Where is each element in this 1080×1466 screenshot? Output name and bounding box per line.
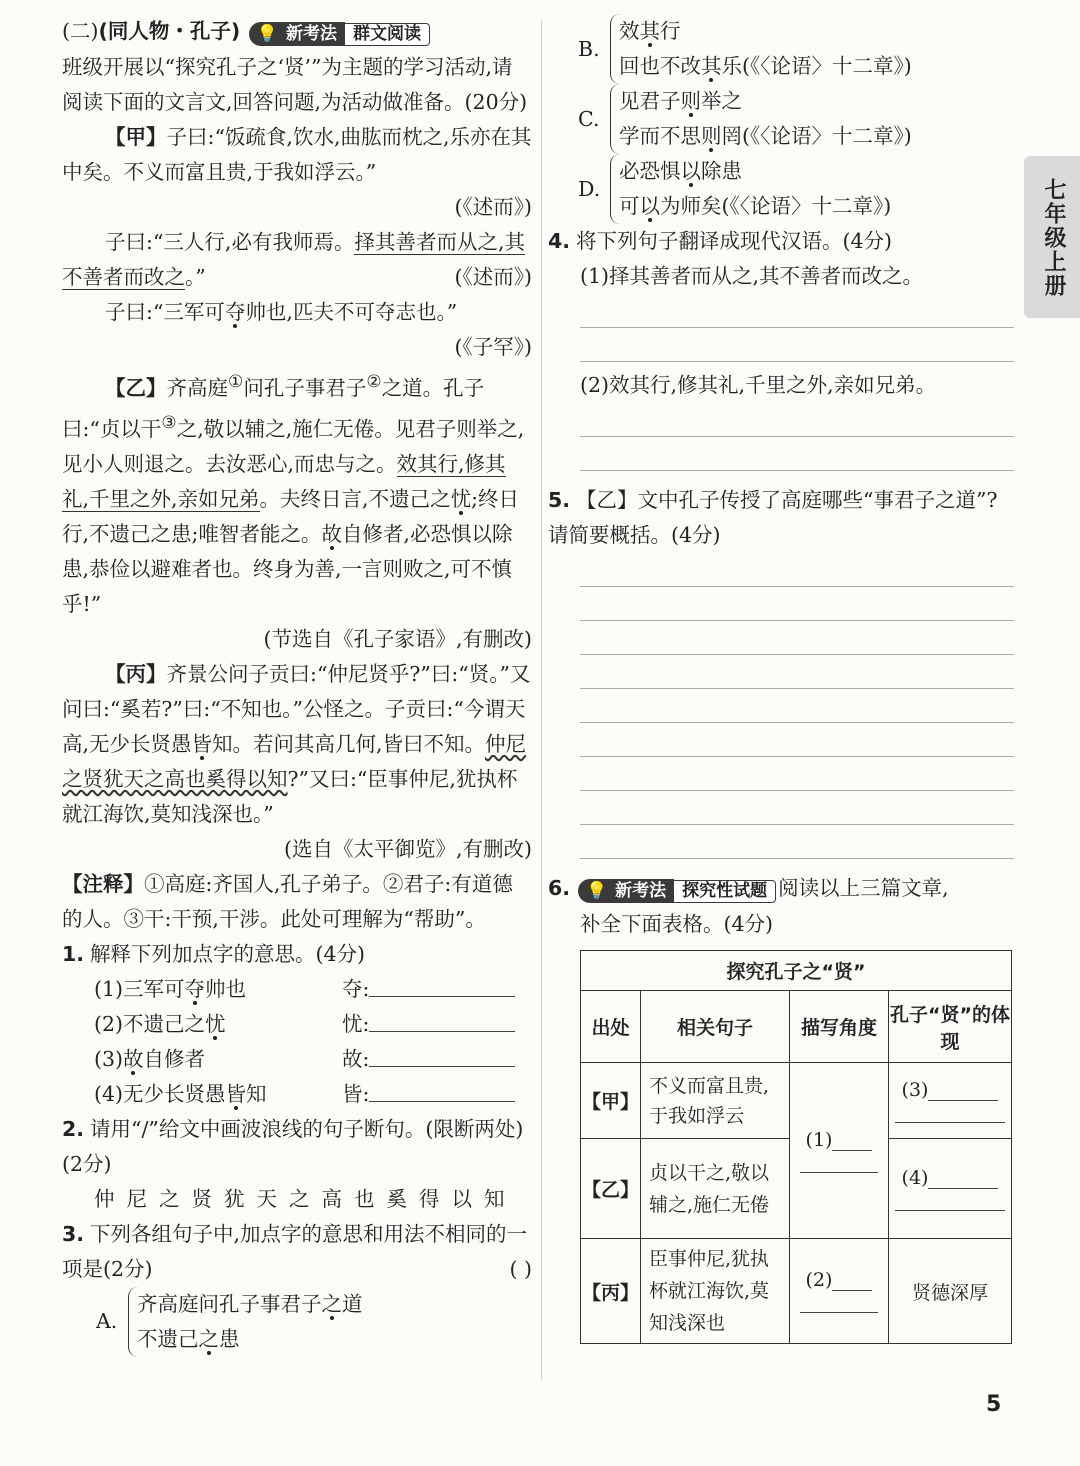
jia-source-3: (《子罕》) [454, 335, 532, 359]
q3-option-d[interactable]: D. 必恐惧以除患 可以为师矣(《〈论语〉十二章》) [548, 154, 1014, 224]
q1-title: 1. 解释下列加点字的意思。(4分) [62, 941, 366, 966]
table-header: 描写角度 [790, 991, 889, 1063]
answer-blank[interactable] [369, 1007, 515, 1032]
answer-line[interactable] [580, 586, 1014, 587]
q3-option-b[interactable]: B. 效其行 回也不改其乐(《〈论语〉十二章》) [548, 14, 1014, 84]
angle-cell[interactable]: (2) [790, 1239, 889, 1344]
right-column [548, 14, 1014, 1344]
q4-title: 4. 将下列句子翻译成现代汉语。(4分) [548, 229, 893, 253]
answer-blank[interactable] [369, 1077, 515, 1102]
q6-text: 补全下面表格。(4分) [580, 912, 774, 936]
yi-source: (节选自《孔子家语》,有删改) [263, 626, 532, 651]
table-header: 相关句子 [641, 991, 790, 1063]
table-row: 【乙】 贞以干之,敬以辅之,施仁无倦 (4) [581, 1139, 1012, 1239]
q3-option-c[interactable]: C. 见君子则举之 学而不思则罔(《〈论语〉十二章》) [548, 84, 1014, 154]
yi-passage: 【乙】齐高庭①问孔子事君子②之道。孔子曰:“贞以干③之,敬以辅之,施仁无倦。见君子则举之,见小人则退之。去汝恶心,而忠与之。效其行,修其礼,千里之外,亲如兄弟。夫终日言,不遗己之忧;终日行,不遗己之患;唯智者能之。故自修者,必恐惧以除患,恭俭以避难者也。终身为善,一言则败之,可不慎乎!” [62, 372, 525, 616]
grade-side-tab: 七年级上册 [1024, 156, 1080, 318]
jia-p2: 子曰:“三人行,必有我师焉。择其善者而从之,其不善者而改之。” (《述而》) [62, 230, 532, 289]
underlined-sentence: 择其善者而从之,其不善者而改之 [62, 230, 525, 289]
underlined-sentence: 效其行,修其礼,千里之外,亲如兄弟 [62, 451, 506, 511]
jia-source-1: (《述而》) [454, 195, 532, 219]
q4-sentence-2: (2)效其行,修其礼,千里之外,亲如兄弟。 [580, 373, 937, 397]
q5-title: 5. 【乙】文中孔子传授了高庭哪些“事君子之道”?请简要概括。(4分) [548, 488, 998, 547]
wavy-sentence: 仲尼之贤犹天之高也奚得以知 [62, 731, 527, 791]
answer-line[interactable] [580, 361, 1014, 362]
answer-blank[interactable] [369, 1042, 515, 1067]
column-divider [541, 20, 542, 1380]
q2-title: 2. 请用“/”给文中画波浪线的句子断句。(限断两处)(2分) [62, 1116, 524, 1176]
q6-title: 6. 💡 新考法 探究性试题 阅读以上三篇文章, [548, 871, 1014, 907]
answer-blank[interactable] [369, 972, 515, 997]
intro: 班级开展以“探究孔子之‘贤’”为主题的学习活动,请阅读下面的文言文,回答问题,为活动做准备。(20分) [62, 55, 528, 114]
answer-line[interactable] [580, 654, 1014, 655]
jia-p3: 子曰:“三军可夺帅也,匹夫不可夺志也。” [105, 300, 458, 324]
section-header: (二)(同人物・孔子) 💡 新考法 群文阅读 [62, 14, 532, 50]
exploration-table [580, 950, 1012, 1344]
answer-line[interactable] [580, 470, 1014, 471]
jia-p1: 【甲】子曰:“饭疏食,饮水,曲肱而枕之,乐亦在其中矣。不义而富且贵,于我如浮云。” [62, 125, 532, 184]
new-method-badge: 💡 新考法 群文阅读 [249, 15, 430, 50]
embodiment-cell[interactable]: (3) [889, 1063, 1012, 1139]
q1-item: (1)三军可夺帅也 夺: [62, 972, 532, 1007]
answer-line[interactable] [580, 722, 1014, 723]
answer-line[interactable] [580, 620, 1014, 621]
bing-passage: 【丙】齐景公问子贡曰:“仲尼贤乎?”曰:“贤。”又问曰:“奚若?”曰:“不知也。”公怪之。子贡曰:“今谓天高,无少长贤愚皆知。若问其高几何,皆曰不知。仲尼之贤犹天之高也奚得以知?”又曰:“臣事仲尼,犹执杯就江海饮,莫知浅深也。” [62, 661, 531, 826]
answer-line[interactable] [580, 824, 1014, 825]
bing-source: (选自《太平御览》,有删改) [283, 836, 532, 861]
q3-option-a[interactable]: A. 齐高庭问孔子事君子之道 不遗己之患 [62, 1287, 532, 1357]
q4-sentence-1: (1)择其善者而从之,其不善者而改之。 [580, 264, 924, 288]
answer-line[interactable] [580, 790, 1014, 791]
answer-line[interactable] [580, 327, 1014, 328]
q1-item: (2)不遗己之忧 忧: [62, 1007, 532, 1042]
q2-sentence: 仲尼之贤犹天之高也奚得以知 [94, 1186, 517, 1211]
lightbulb-icon: 💡 [249, 22, 286, 46]
answer-paren[interactable]: ( ) [509, 1256, 532, 1281]
notes: 【注释】①高庭:齐国人,孔子弟子。②君子:有道德的人。③干:干预,干涉。此处可理解为“帮助”。 [62, 871, 513, 931]
page-number: 5 [986, 1392, 1002, 1417]
table-header: 出处 [581, 991, 641, 1063]
table-row: 【甲】 不义而富且贵,于我如浮云 (1) (3) [581, 1063, 1012, 1139]
answer-line[interactable] [580, 858, 1014, 859]
left-column [62, 14, 532, 1357]
q3-title: 3. 下列各组句子中,加点字的意思和用法不相同的一项是(2分) ( ) [62, 1217, 532, 1287]
table-row: 【丙】 臣事仲尼,犹执杯就江海饮,莫知浅深也 (2) 贤德深厚 [581, 1239, 1012, 1344]
answer-line[interactable] [580, 688, 1014, 689]
answer-line[interactable] [580, 436, 1014, 437]
q1-item: (3)故自修者 故: [62, 1042, 532, 1077]
answer-line[interactable] [580, 756, 1014, 757]
embodiment-cell[interactable]: (4) [889, 1139, 1012, 1239]
table-title: 探究孔子之“贤” [581, 951, 1012, 991]
table-header: 孔子“贤”的体现 [889, 991, 1012, 1063]
angle-cell[interactable]: (1) [790, 1063, 889, 1239]
new-method-badge: 💡 新考法 探究性试题 [578, 872, 776, 907]
q1-item: (4)无少长贤愚皆知 皆: [62, 1077, 532, 1112]
lightbulb-icon: 💡 [578, 879, 615, 903]
